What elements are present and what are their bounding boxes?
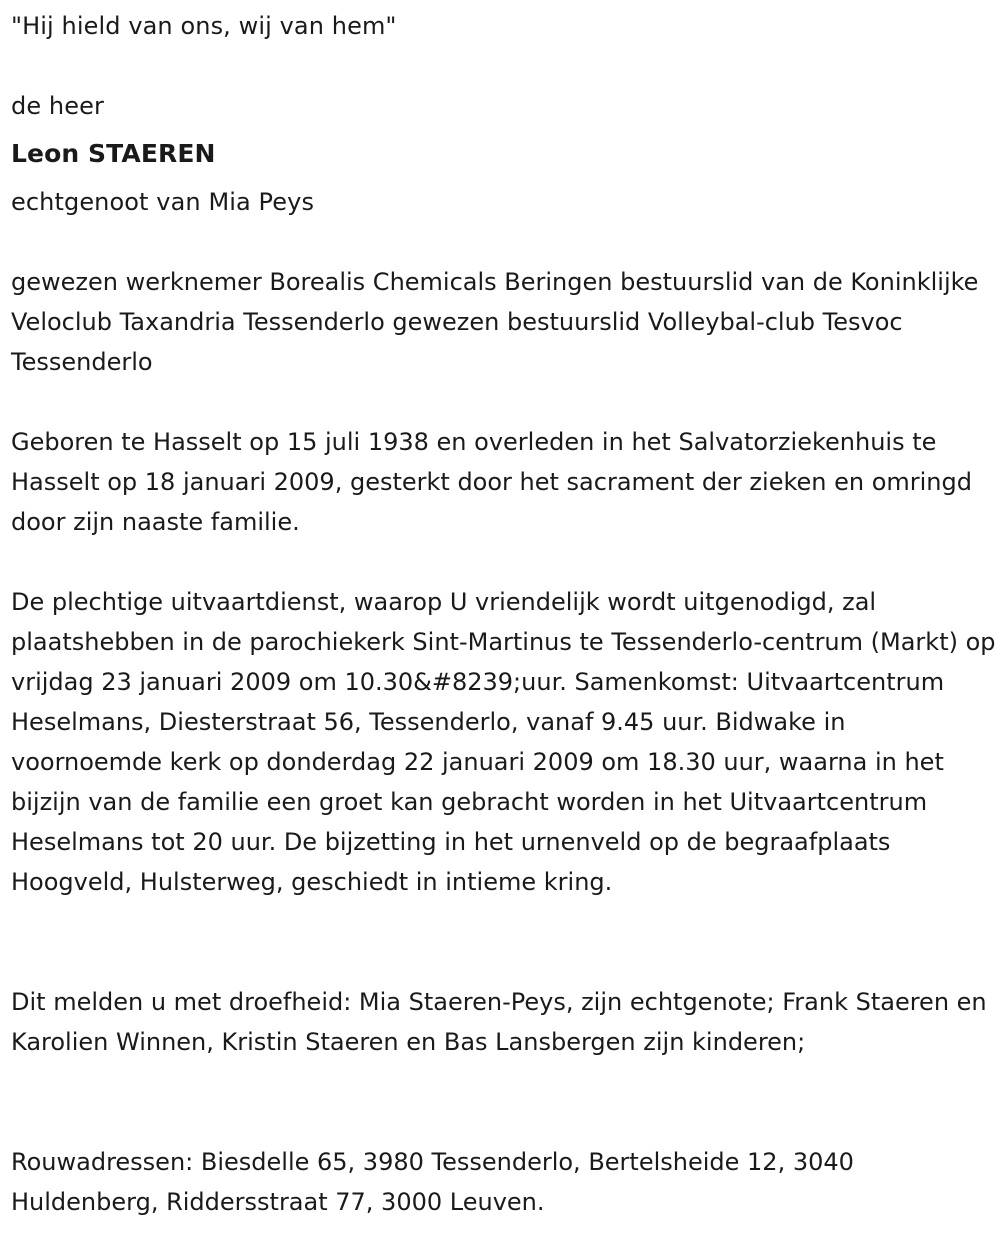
honorific: de heer [11, 92, 104, 120]
memorial-quote: "Hij hield van ons, wij van hem" [11, 12, 397, 40]
funeral-details-paragraph: De plechtige uitvaartdienst, waarop U vriendelijk wordt uitgenodigd, zal plaatshebben in de parochiekerk Sint-Martinus te Tessenderlo-centrum (Markt) op vrijdag 23 januari 2009 om 10.30&#8239;uur. Samenkomst: Uitvaartcentrum Heselmans, Diesterstraat 56, Tessenderlo, vanaf 9.45 uur. Bidwake in voornoemde kerk op donderdag 22 januari 2009 om 18.30 uur, waarna in het bijzijn van de familie een groet kan gebracht worden in het Uitvaartcentrum Heselmans tot 20 uur. De bijzetting in het urnenveld op de begraafplaats Hoogveld, Hulsterweg, geschiedt in intieme kring. [11, 588, 996, 896]
deceased-name: Leon STAEREN [11, 139, 216, 168]
birth-death-paragraph: Geboren te Hasselt op 15 juli 1938 en overleden in het Salvatorziekenhuis te Hasselt op 18 januari 2009, gesterkt door het sacrament der zieken en omringd door zijn naaste familie. [11, 428, 972, 536]
career-paragraph: gewezen werknemer Borealis Chemicals Beringen bestuurslid van de Koninklijke Veloclub Taxandria Tessenderlo gewezen bestuurslid Volleybal-club Tesvoc Tessenderlo [11, 268, 979, 376]
condolence-addresses-paragraph: Rouwadressen: Biesdelle 65, 3980 Tessenderlo, Bertelsheide 12, 3040 Huldenberg, Riddersstraat 77, 3000 Leuven. [11, 1148, 854, 1216]
family-paragraph: Dit melden u met droefheid: Mia Staeren-Peys, zijn echtgenote; Frank Staeren en Karolien Winnen, Kristin Staeren en Bas Lansbergen zijn kinderen; [11, 988, 987, 1056]
spouse-line: echtgenoot van Mia Peys [11, 188, 315, 216]
